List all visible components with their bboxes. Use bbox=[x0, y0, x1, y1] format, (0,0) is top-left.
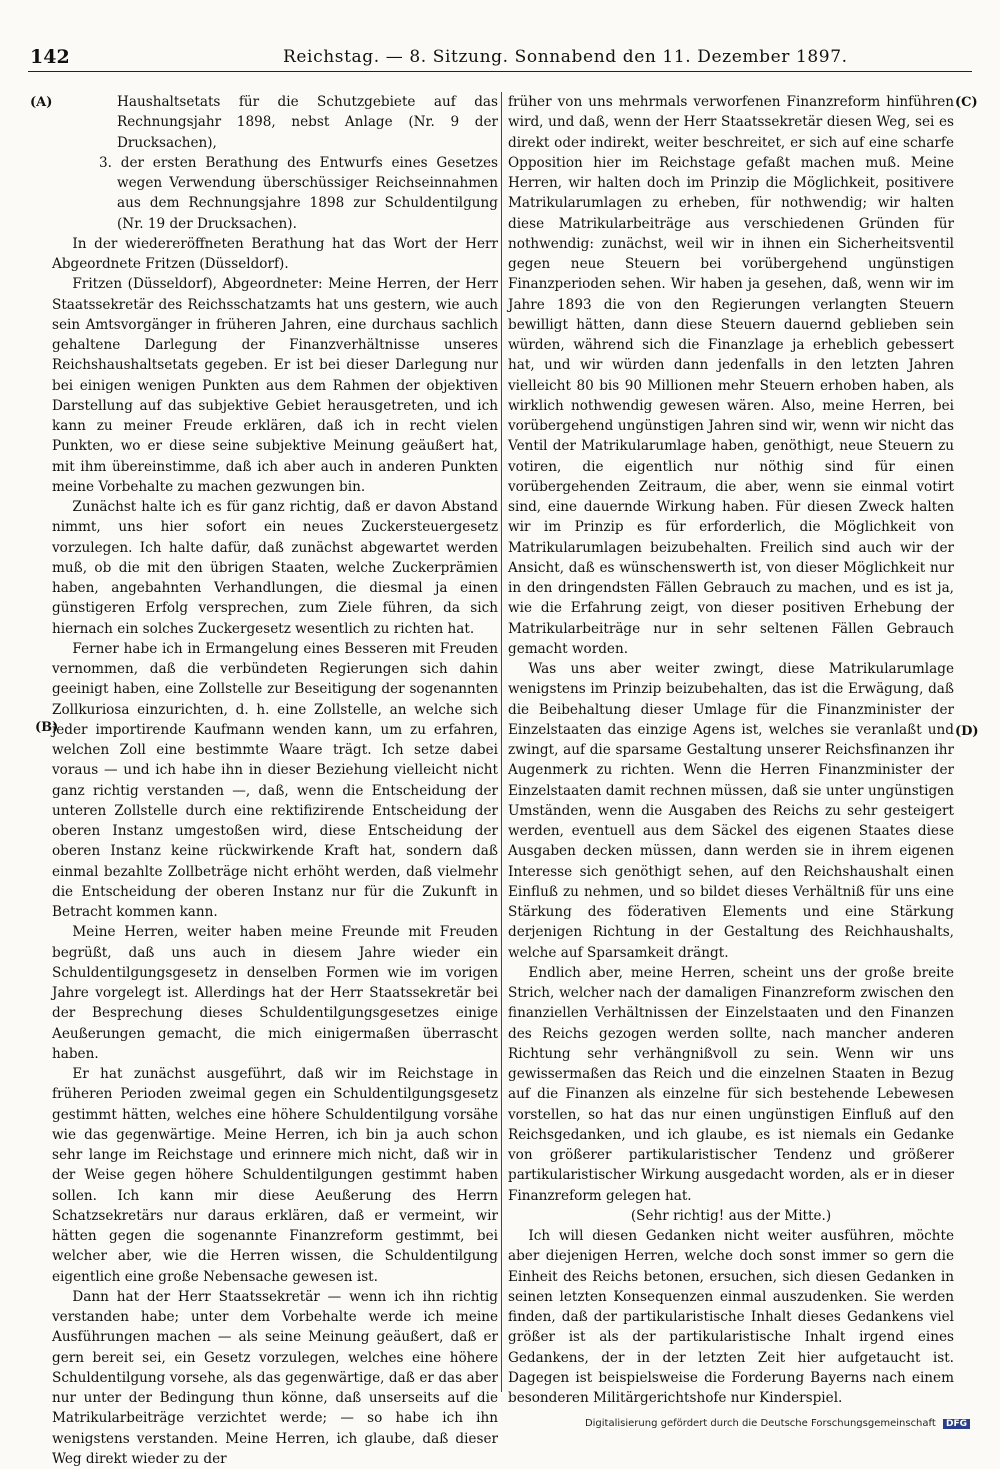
margin-marker-d: (D) bbox=[955, 724, 979, 739]
running-title: Reichstag. — 8. Sitzung. Sonnabend den 11. Dezember 1897. bbox=[283, 47, 848, 67]
paragraph-text: Ferner habe ich in Ermangelung eines Besseren mit Freuden vernommen, daß die verbündeten Regierungen sich dahin geeinigt haben, eine Zollstelle zur Beseitigung der sogenannten Zollkuriosa einzurichten, d. h. eine Zollstelle, an welche sich jeder importirende Kaufmann wenden kann, um zu erfahren, welchen Zoll eine bestimmte Waare trägt. Ich setze dabei voraus — und ich habe ihn in dieser Beziehung vielleicht nicht ganz richtig verstanden —, daß, wenn die Entscheidung der unteren Zollstelle durch eine rektifizirende Entscheidung der oberen Instanz umgestoßen wird, diese Entscheidung der oberen Instanz keine rückwirkende Kraft hat, sondern daß einmal bezahlte Zollbeträge nicht erhöht werden, daß vielmehr die Entscheidung der oberen Instanz nur für die Zukunft in Betracht kommen kann. bbox=[52, 640, 498, 920]
margin-marker-b: (B) bbox=[35, 720, 59, 735]
paragraph-text: Haushaltsetats für die Schutzgebiete auf das Rechnungsjahr 1898, nebst Anlage (Nr. 9 der Drucksachen), bbox=[117, 94, 498, 151]
paragraph bbox=[52, 922, 498, 1064]
paragraph-text: früher von uns mehrmals verworfenen Finanzreform hinführen wird, und daß, wenn der Herr Staatssekretär diesen Weg, sei es direkt oder indirekt, weiter beschreitet, er sich auf eine scharfe Opposition hier im Reichstage gefaßt machen muß. Meine Herren, wir halten doch im Prinzip die Möglichkeit, positivere Matrikularumlagen zu erheben, für nothwendig; wir halten diese Matrikularbeiträge aus verschiedenen Gründen für nothwendig: zunächst, weil wir in ihnen ein Sicherheitsventil gegen neue Steuern bei vorübergehend ungünstigen Finanzperioden sehen. Wir haben ja gesehen, daß, wenn wir im Jahre 1893 die von den Regierungen verlangten Steuern bewilligt hätten, dann diese Steuern dauernd geblieben sein würden, während sich die Finanzlage ja erheblich gebessert hat, und wir würden dann jedenfalls in den letzten Jahren vielleicht 80 bis 90 Millionen mehr Steuern erhoben haben, als wirklich nothwendig gewesen wären. Also, meine Herren, bei vorübergehend ungünstigen Jahren sind wir, wenn wir nicht das Ventil der Matrikularumlage haben, genöthigt, neue Steuern zu votiren, die eigentlich nur nöthig sind für einen vorübergehenden Zeitraum, die aber, wenn sie einmal votirt sind, eine dauernde Wirkung haben. Für diesen Zweck halten wir im Prinzip es für erforderlich, die Möglichkeit von Matrikularumlagen beizubehalten. Freilich sind auch wir der Ansicht, daß es wünschenswerth ist, von dieser Möglichkeit nur in den dringendsten Fällen Gebrauch zu machen, und es ist ja, wie die Erfahrung zeigt, von dieser positiven Erhebung der Matrikularbeiträge nur in sehr seltenen Fällen Gebrauch gemacht worden. bbox=[508, 94, 954, 657]
right-column bbox=[508, 92, 954, 1408]
paragraph-text: Endlich aber, meine Herren, scheint uns der große breite Strich, welcher nach der damaligen Finanzreform zwischen den finanziellen Verhältnissen der Einzelstaaten und den Finanzen des Reichs gezogen werden sollte, nach mancher anderen Richtung sehr verhängnißvoll zu sein. Wenn wir uns gewissermaßen das Reich und die einzelnen Staaten in Bezug auf die Finanzen als einzelne für sich bestehende Lebewesen vorstellen, so hat das nur einen ungünstigen Einfluß auf den Reichsgedanken, und ich glaube, es ist niemals ein Gedanke von größerer partikularistischer Tendenz und größerer partikularistischer Wirkung ausgedacht worden, als er in dieser Finanzreform gelegen hat. bbox=[508, 964, 954, 1204]
paragraph bbox=[508, 963, 954, 1206]
paragraph-text: (Sehr richtig! aus der Mitte.) bbox=[630, 1207, 832, 1224]
paragraph bbox=[52, 153, 498, 234]
column-divider bbox=[501, 92, 502, 1392]
paragraph bbox=[52, 1064, 498, 1287]
paragraph bbox=[52, 639, 498, 923]
paragraph bbox=[52, 1287, 498, 1469]
margin-marker-a: (A) bbox=[30, 95, 53, 110]
paragraph bbox=[508, 1226, 954, 1408]
paragraph-text: Ich will diesen Gedanken nicht weiter ausführen, möchte aber diejenigen Herren, welche doch sonst immer so gern die Einheit des Reichs betonen, ersuchen, sich diesen Gedanken in seinen letzten Konsequenzen einmal auszudenken. Sie werden finden, daß der partikularistische Inhalt dieses Gedankens viel größer ist als der partikularistische Inhalt irgend eines Gedankens, der in der letzten Zeit hier aufgetaucht ist. Dagegen ist beispielsweise die Forderung Bayerns nach einem besonderen Militärgerichtshofe nur Kinderspiel. bbox=[508, 1228, 954, 1406]
paragraph bbox=[52, 234, 498, 275]
page-number: 142 bbox=[30, 46, 70, 68]
paragraph-text: Meine Herren, weiter haben meine Freunde mit Freuden begrüßt, daß uns auch in diesem Jahre wieder ein Schuldentilgungsgesetz in denselben Formen wie im vorigen Jahre vorgelegt ist. Allerdings hat der Herr Staatssekretär bei der Besprechung dieses Schuldentilgungsgesetzes einige Aeußerungen gemacht, die mich einigermaßen überrascht haben. bbox=[52, 924, 498, 1062]
paragraph bbox=[508, 659, 954, 963]
paragraph-text: In der wiedereröffneten Berathung hat das Wort der Herr Abgeordnete Fritzen (Düsseldorf). bbox=[52, 235, 498, 272]
left-column bbox=[52, 92, 498, 1469]
paragraph-text: Er hat zunächst ausgeführt, daß wir im Reichstage in früheren Perioden zweimal gegen ein Schuldentilgungsgesetz gestimmt hätten, welches eine höhere Schuldentilgung vorsähe wie das gegenwärtige. Meine Herren, ich bin ja auch schon sehr lange im Reichstage und erinnere mich nicht, daß wir in der Weise gegen höhere Schuldentilgungen gestimmt haben sollen. Ich kann mir diese Aeußerung des Herrn Schatzsekretärs nur daraus erklären, daß er vermeint, wir hätten gegen die sogenannte Finanzreform gestimmt, bei welcher aber, wie die Herren wissen, die Schuldentilgung eigentlich eine große Nebensache gewesen ist. bbox=[52, 1066, 498, 1285]
margin-marker-c: (C) bbox=[955, 95, 978, 110]
dfg-logo: DFG bbox=[943, 1419, 970, 1429]
paragraph bbox=[52, 92, 498, 153]
paragraph bbox=[508, 92, 954, 659]
paragraph bbox=[508, 1206, 954, 1226]
paragraph-text: Zunächst halte ich es für ganz richtig, daß er davon Abstand nimmt, uns hier sofort ein neues Zuckersteuergesetz vorzulegen. Ich halte dafür, daß zunächst abgewartet werden muß, ob die mit den übrigen Staaten, welche Zuckerprämien haben, angebahnten Verhandlungen, die diesmal ja einen günstigeren Erfolg versprechen, zum Ziele führen, da sich hiernach ein solches Zuckergesetz wesentlich zu richten hat. bbox=[52, 499, 498, 637]
paragraph-text: Fritzen (Düsseldorf), Abgeordneter: Meine Herren, der Herr Staatssekretär des Reichsschatzamts hat uns gestern, wie auch sein Amtsvorgänger in früheren Jahren, eine durchaus sachlich gehaltene Darlegung der Finanzverhältnisse unseres Reichshaushaltsetats gegeben. Er ist bei dieser Darlegung nur bei einigen wenigen Punkten aus dem Rahmen der objektiven Darstellung auf das subjektive Gebiet herausgetreten, und ich kann zu meiner Freude erklären, daß ich in recht vielen Punkten, wo er diese seine subjektive Meinung geäußert hat, mit ihm übereinstimme, daß ich aber auch in anderen Punkten meine Vorbehalte zu machen gezwungen bin. bbox=[52, 276, 498, 495]
paragraph-text: der ersten Berathung des Entwurfs eines Gesetzes wegen Verwendung überschüssiger Reichseinnahmen aus dem Rechnungsjahre 1898 zur Schuldentilgung (Nr. 19 der Drucksachen). bbox=[117, 154, 498, 232]
paragraph-text: Was uns aber weiter zwingt, diese Matrikularumlage wenigstens im Prinzip beizubehalten, das ist die Erwägung, daß die Beibehaltung dieser Umlage für die Finanzminister der Einzelstaaten das einzige Agens ist, welches sie veranlaßt und zwingt, auf die sparsame Gestaltung unserer Reichsfinanzen ihr Augenmerk zu richten. Wenn die Herren Finanzminister der Einzelstaaten damit rechnen müssen, daß sie unter ungünstigen Umständen, wenn die Ausgaben des Reichs zu sehr gesteigert werden, eventuell aus dem Säckel des eigenen Staates diese Ausgaben decken müssen, dann werden sie in ihrem eigenen Interesse sich genöthigt sehen, auf den Reichshaushalt einen Einfluß zu nehmen, und so bildet dieses Verhältniß für uns eine Stärkung des föderativen Elements und eine Stärkung derjenigen Richtung in der Gestaltung des Reichhaushalts, welche auf Sparsamkeit drängt. bbox=[508, 661, 954, 961]
digitization-credit bbox=[585, 1418, 970, 1429]
credit-text: Digitalisierung gefördert durch die Deutsche Forschungsgemeinschaft bbox=[584, 1418, 936, 1429]
paragraph-text: Dann hat der Herr Staatssekretär — wenn ich ihn richtig verstanden habe; unter dem Vorbehalte werde ich meine Ausführungen machen — als seine Meinung geäußert, daß er gern bereit sei, ein Gesetz vorzulegen, welches eine höhere Schuldentilgung vorsehe, als das gegenwärtige, daß er das aber nur unter der Bedingung thun könne, daß unserseits auf die Matrikularbeiträge verzichtet werde; — so habe ich ihn wenigstens verstanden. Meine Herren, ich glaube, daß dieser Weg direkt wieder zu der bbox=[52, 1288, 498, 1467]
list-number: 3. bbox=[99, 154, 112, 171]
paragraph bbox=[52, 274, 498, 497]
header-rule bbox=[28, 71, 972, 72]
paragraph bbox=[52, 497, 498, 639]
running-header bbox=[28, 44, 972, 72]
